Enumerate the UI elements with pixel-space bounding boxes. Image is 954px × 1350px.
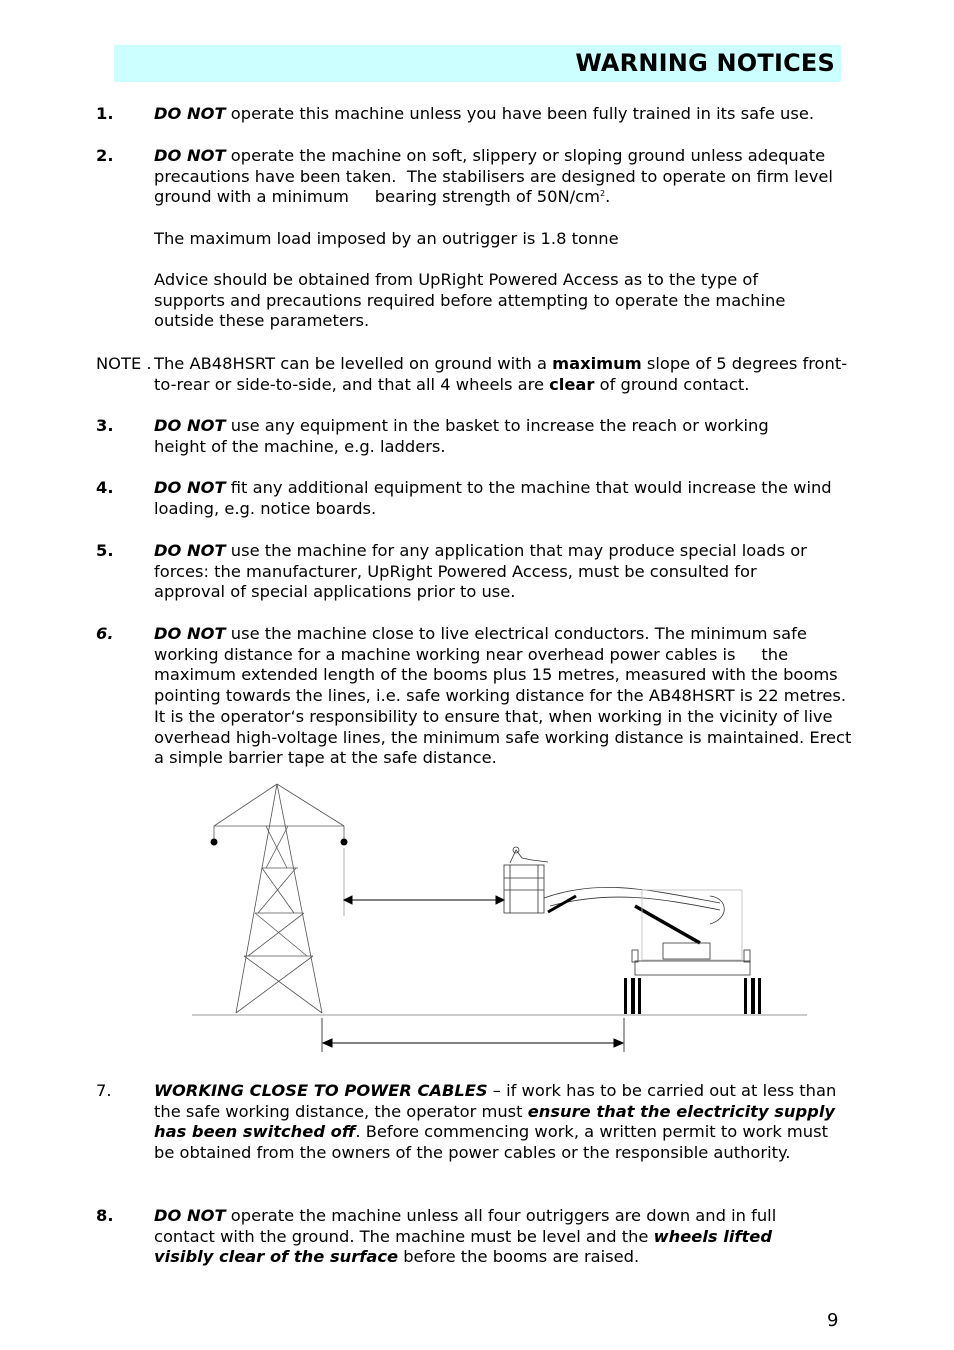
power-pylon-icon [214,784,344,1013]
item-emphasis: wheels lifted visibly clear of the surface [154,1226,772,1267]
item-number: 4. [96,478,114,497]
warning-item-5 [96,541,866,603]
note-bold: clear [549,374,595,394]
item-number: 7. [96,1081,112,1100]
warning-item-8 [96,1206,866,1268]
item-lead: DO NOT [154,1206,226,1225]
page-title: WARNING NOTICES [575,49,835,77]
note-item [96,354,866,395]
note-text: The AB48HSRT can be levelled on ground with a [154,354,553,373]
warning-item-2-load [96,229,866,250]
item-text-tail: . [605,187,611,207]
item-lead: DO NOT [154,624,226,643]
item-lead: DO NOT [154,478,226,497]
warning-item-7 [96,1081,866,1164]
superscript: 2 [599,189,606,199]
item-lead: WORKING CLOSE TO POWER CABLES [154,1081,488,1100]
item-lead: DO NOT [154,146,226,165]
warning-item-2 [96,146,866,208]
item-number: 6. [96,624,114,643]
distance-arrow-upper [344,896,504,904]
note-bold: maximum [552,354,642,373]
item-number: 1. [96,104,114,123]
warning-item-6 [96,624,866,769]
item-number: 5. [96,541,114,560]
item-number: 3. [96,416,114,435]
item-text: use any equipment in the basket to increase the reach or working height of the machine, e.g. ladders. [154,416,769,456]
item-text: The maximum load imposed by an outrigger is 1.8 tonne [154,229,619,248]
note-label: NOTE . [96,354,152,373]
item-text: before the booms are raised. [398,1247,640,1267]
note-text: of ground contact. [594,374,750,394]
conductor-left [211,839,218,846]
item-number: 8. [96,1206,114,1225]
item-emphasis: ensure that the electricity supply has been switched off [154,1101,836,1142]
item-text: – if work has to be carried out at less than the safe working distance, the operator must [154,1081,837,1121]
item-text: use the machine for any application that may produce special loads or forces: the manufacturer, UpRight Powered Access, must be consulted for approval of special applications prior to use. [154,541,807,602]
distance-arrow-lower [322,1018,624,1052]
item-text: operate the machine on soft, slippery or sloping ground unless adequate precautions have been taken. The stabilisers are designed to operate on firm level ground with a minimum bearing strength of 50N/cm [154,146,839,207]
outrigger-legs [624,978,761,1014]
note-text: slope of 5 degrees front-to-rear or side-to-side, and that all 4 wheels are [154,354,848,394]
warning-item-3 [96,416,866,457]
item-lead: DO NOT [154,104,226,123]
item-text: operate the machine unless all four outriggers are down and in full contact with the ground. The machine must be level and the [154,1206,777,1246]
item-text: . Before commencing work, a written permit to work must be obtained from the owners of the power cables or the responsible authority. [154,1122,828,1163]
warning-item-1 [96,104,866,125]
header-bar [114,45,841,82]
page-number: 9 [827,1310,839,1331]
boom-lift-icon [504,847,750,975]
item-lead: DO NOT [154,541,226,560]
item-lead: DO NOT [154,416,226,435]
item-text: operate this machine unless you have been fully trained in its safe use. [225,104,815,123]
item-number: 2. [96,146,114,165]
conductor-right [341,839,348,846]
item-text: Advice should be obtained from UpRight Powered Access as to the type of supports and precautions required before attempting to operate the machine outside these parameters. [154,270,786,331]
safe-distance-diagram [180,778,820,1058]
item-text: fit any additional equipment to the machine that would increase the wind loading, e.g. notice boards. [154,478,832,518]
warning-item-2-advice [96,270,866,332]
warning-item-4 [96,478,866,519]
item-text: use the machine close to live electrical conductors. The minimum safe working distance for a machine working near overhead power cables is the maximum extended length of the booms plus 15 metres, measured with the booms pointing towards the lines, i.e. safe working distance for the AB48HSRT is 22 metres. It is the operator‘s responsibility to ensure that, when working in the vicinity of live overhead high-voltage lines, the minimum safe working distance is maintained. Erect a simple barrier tape at the safe distance. [154,624,857,768]
